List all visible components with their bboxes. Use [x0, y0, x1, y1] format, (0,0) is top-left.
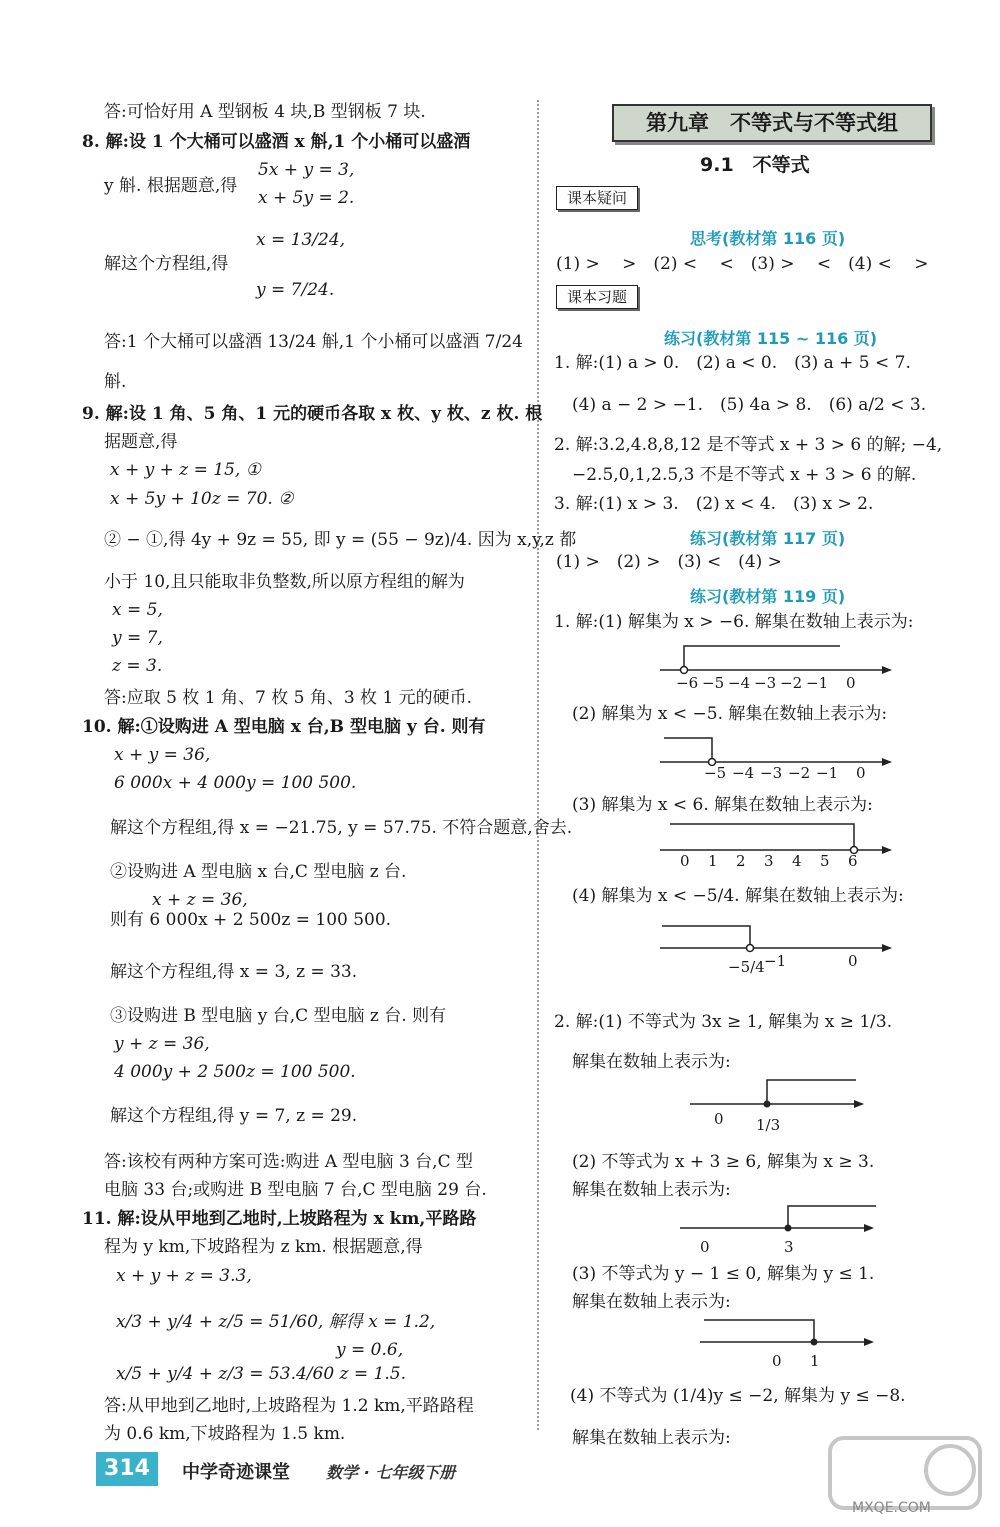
q9-line1: 9. 解:设 1 角、5 角、1 元的硬币各取 x 枚、y 枚、z 枚. 根 — [82, 404, 543, 424]
q8-answer-end: 斛. — [104, 372, 127, 392]
ex3-q2-line1: 2. 解:(1) 不等式为 3x ≥ 1, 解集为 x ≥ 1/3. — [554, 1012, 893, 1032]
ex3-q2-line6: 解集在数轴上表示为: — [572, 1292, 731, 1312]
ex3-q2-line5: (3) 不等式为 y − 1 ≤ 0, 解集为 y ≤ 1. — [572, 1264, 875, 1284]
q9-eq1: x + y + z = 15, ① — [110, 460, 261, 480]
tick-label: 1 — [810, 1352, 820, 1370]
footer-subject: 数学 · 七年级下册 — [326, 1463, 456, 1482]
tick-label: −5 — [704, 764, 727, 780]
q10-case2-eq1: x + z = 36, — [152, 890, 248, 910]
q10-case3-eq2: 4 000y + 2 500z = 100 500. — [114, 1062, 356, 1082]
axis-5-ticks — [714, 1110, 780, 1134]
exercise2-heading: 练习(教材第 117 页) — [690, 529, 846, 548]
q10-case3: ③设购进 B 型电脑 y 台,C 型电脑 z 台. 则有 — [110, 1006, 447, 1026]
q11-line1: 11. 解:设从甲地到乙地时,上坡路程为 x km,平路路 — [82, 1209, 477, 1229]
number-line-2 — [660, 730, 900, 780]
think-answer: (1) > > (2) < < (3) > < (4) < > — [556, 254, 929, 274]
ex3-q2-line8: 解集在数轴上表示为: — [572, 1428, 731, 1448]
tick-label: −4 — [732, 764, 755, 780]
column-divider — [537, 100, 539, 1430]
tick-label: −2 — [780, 674, 803, 690]
q10-case3-sol: 解这个方程组,得 y = 7, z = 29. — [110, 1106, 358, 1126]
q8-sol2: y = 7/24. — [256, 280, 335, 300]
q10-case3-eq1: y + z = 36, — [114, 1034, 210, 1054]
number-line-4 — [660, 918, 900, 990]
exercise3-heading: 练习(教材第 119 页) — [690, 587, 846, 606]
q10-case1: 解这个方程组,得 x = −21.75, y = 57.75. 不符合题意,舍去. — [110, 818, 573, 838]
q8-line2: y 斛. 根据题意,得 — [104, 176, 238, 196]
tick-label: 0 — [772, 1352, 782, 1370]
tick-label: 4 — [792, 852, 802, 868]
exercise1-heading: 练习(教材第 115 ~ 116 页) — [664, 329, 878, 348]
q10-line1: 10. 解:①设购进 A 型电脑 x 台,B 型电脑 y 台. 则有 — [82, 717, 486, 737]
tick-label: −1 — [764, 952, 787, 970]
tick-label: 0 — [700, 1238, 710, 1256]
think-heading: 思考(教材第 116 页) — [690, 229, 846, 248]
footer-brand: 中学奇迹课堂 — [182, 1462, 290, 1483]
page-number: 314 — [96, 1452, 158, 1486]
answer-7: 答:可恰好用 A 型钢板 4 块,B 型钢板 7 块. — [104, 102, 426, 122]
q9-derive: ② − ①,得 4y + 9z = 55, 即 y = (55 − 9z)/4. 因为 x,y,z 都 — [104, 530, 577, 550]
q9-line2: 据题意,得 — [104, 432, 178, 452]
ex3-q2-line2: 解集在数轴上表示为: — [572, 1052, 731, 1072]
number-line-1 — [660, 640, 900, 690]
section-title: 9.1 不等式 — [700, 154, 810, 176]
tag-textbook-questions: 课本疑问 — [556, 186, 638, 210]
tick-label: 0 — [856, 764, 866, 780]
ex3-q2-line7: (4) 不等式为 (1/4)y ≤ −2, 解集为 y ≤ −8. — [570, 1386, 906, 1406]
tick-label: 0 — [714, 1110, 724, 1128]
q8-solve: 解这个方程组,得 — [104, 254, 229, 274]
q10-answer2: 电脑 33 台;或购进 B 型电脑 7 台,C 型电脑 29 台. — [104, 1180, 487, 1200]
tick-label: 6 — [848, 852, 858, 868]
tick-label: 1 — [708, 852, 718, 868]
q10-case2-sol: 解这个方程组,得 x = 3, z = 33. — [110, 962, 358, 982]
tick-label: −2 — [788, 764, 811, 780]
q10-case2-eq2: 则有 6 000x + 2 500z = 100 500. — [110, 910, 392, 930]
tick-label: 0 — [848, 952, 858, 970]
tick-label: −1 — [806, 674, 829, 690]
q8-answer: 答:1 个大桶可以盛酒 13/24 斛,1 个小桶可以盛酒 7/24 — [104, 332, 523, 352]
q11-line2: 程为 y km,下坡路程为 z km. 根据题意,得 — [104, 1237, 423, 1257]
number-line-7 — [700, 1316, 880, 1372]
axis-4-ticks — [728, 952, 858, 976]
q9-line3: 小于 10,且只能取非负整数,所以原方程组的解为 — [104, 572, 465, 592]
ex1-line4: −2.5,0,1,2.5,3 不是不等式 x + 3 > 6 的解. — [572, 465, 917, 485]
q10-eq2: 6 000x + 4 000y = 100 500. — [114, 773, 357, 793]
tick-label: −1 — [816, 764, 839, 780]
tick-label: −6 — [676, 674, 699, 690]
ex3-line1: 1. 解:(1) 解集为 x > −6. 解集在数轴上表示为: — [554, 612, 914, 632]
tick-label: 3 — [764, 852, 774, 868]
ex1-line2: (4) a − 2 > −1. (5) 4a > 8. (6) a/2 < 3. — [572, 395, 927, 415]
q10-eq1: x + y = 36, — [114, 745, 211, 765]
q11-answer2: 为 0.6 km,下坡路程为 1.5 km. — [104, 1424, 346, 1444]
q11-eq1: x + y + z = 3.3, — [116, 1266, 252, 1286]
tick-label: 2 — [736, 852, 746, 868]
ex1-line5: 3. 解:(1) x > 3. (2) x < 4. (3) x > 2. — [554, 494, 874, 514]
q10-case2: ②设购进 A 型电脑 x 台,C 型电脑 z 台. — [110, 862, 407, 882]
tick-label: −5 — [702, 674, 725, 690]
q8-eq1: 5x + y = 3, — [258, 160, 355, 180]
tick-label: −3 — [760, 764, 783, 780]
q10-answer1: 答:该校有两种方案可选:购进 A 型电脑 3 台,C 型 — [104, 1152, 473, 1172]
q9-answer: 答:应取 5 枚 1 角、7 枚 5 角、3 枚 1 元的硬币. — [104, 688, 473, 708]
q11-eq2: x/3 + y/4 + z/5 = 51/60, 解得 x = 1.2, — [116, 1312, 436, 1332]
tick-label: 0 — [680, 852, 690, 868]
tick-label: 0 — [846, 674, 856, 690]
ex3-line2: (2) 解集为 x < −5. 解集在数轴上表示为: — [572, 704, 888, 724]
ex1-line1: 1. 解:(1) a > 0. (2) a < 0. (3) a + 5 < 7. — [554, 353, 911, 373]
watermark-text: MXQE.COM — [852, 1500, 931, 1516]
tag-textbook-exercises: 课本习题 — [556, 285, 638, 309]
q9-sol-y: y = 7, — [112, 628, 163, 648]
q11-sol-y: y = 0.6, — [336, 1340, 404, 1360]
ex3-line4: (4) 解集为 x < −5/4. 解集在数轴上表示为: — [572, 886, 904, 906]
tick-label: −5/4 — [728, 958, 765, 976]
q8-sol1: x = 13/24, — [256, 230, 346, 250]
q9-eq2: x + 5y + 10z = 70. ② — [110, 489, 294, 509]
number-line-3 — [660, 818, 900, 868]
chapter-title: 第九章 不等式与不等式组 — [612, 104, 932, 142]
axis-6-ticks — [700, 1238, 794, 1256]
axis-3-ticks — [680, 852, 858, 868]
q9-sol-z: z = 3. — [112, 656, 163, 676]
tick-label: −3 — [754, 674, 777, 690]
ex1-line3: 2. 解:3.2,4.8,8,12 是不等式 x + 3 > 6 的解; −4, — [554, 435, 943, 455]
q9-sol-x: x = 5, — [112, 600, 163, 620]
q11-answer1: 答:从甲地到乙地时,上坡路程为 1.2 km,平路路程 — [104, 1396, 474, 1416]
axis-2-ticks — [704, 764, 866, 780]
ex3-q2-line4: 解集在数轴上表示为: — [572, 1180, 731, 1200]
q11-eq3: x/5 + y/4 + z/3 = 53.4/60 z = 1.5. — [116, 1364, 406, 1384]
tick-label: 1/3 — [756, 1116, 781, 1134]
axis-1-ticks — [676, 674, 856, 690]
tick-label: 5 — [820, 852, 830, 868]
q8-line1: 8. 解:设 1 个大桶可以盛酒 x 斛,1 个小桶可以盛酒 — [82, 132, 471, 152]
ex3-line3: (3) 解集为 x < 6. 解集在数轴上表示为: — [572, 795, 873, 815]
axis-7-ticks — [772, 1352, 820, 1370]
ex3-q2-line3: (2) 不等式为 x + 3 ≥ 6, 解集为 x ≥ 3. — [572, 1152, 875, 1172]
q8-eq2: x + 5y = 2. — [258, 188, 355, 208]
number-line-6 — [680, 1202, 880, 1258]
ex2-answer: (1) > (2) > (3) < (4) > — [556, 552, 782, 572]
tick-label: 3 — [784, 1238, 794, 1256]
tick-label: −4 — [728, 674, 751, 690]
number-line-5 — [690, 1076, 870, 1144]
